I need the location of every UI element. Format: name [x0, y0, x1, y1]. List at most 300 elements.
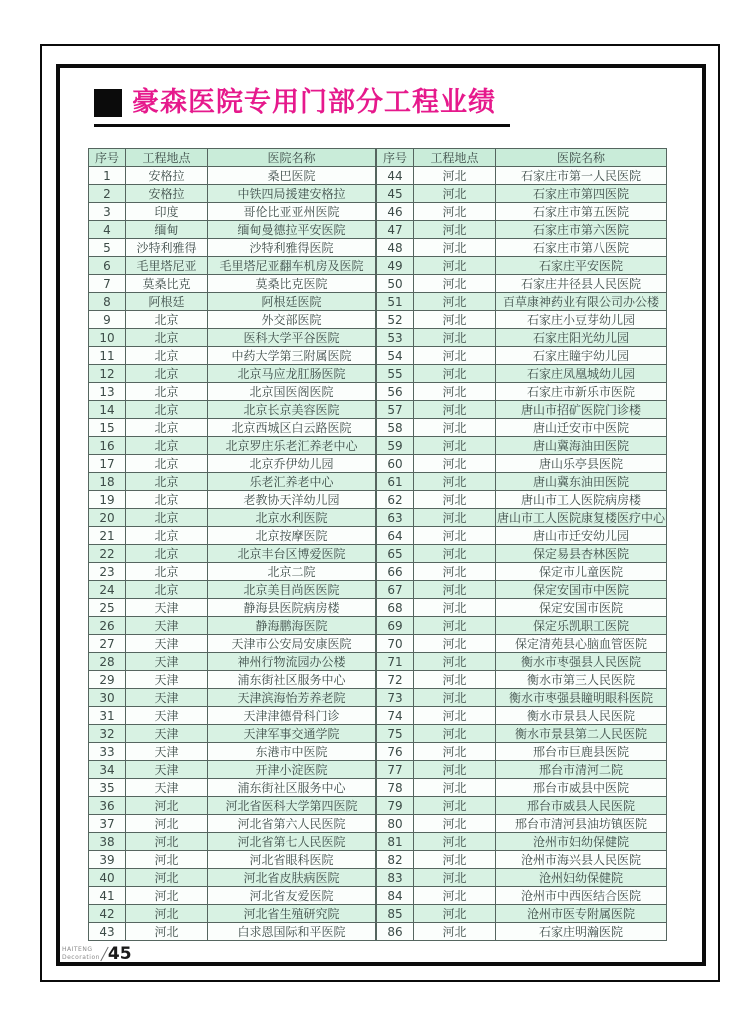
hospital-name-cell: 唐山市迁安幼儿园	[496, 527, 667, 545]
row-number-cell: 38	[89, 833, 126, 851]
location-cell: 河北	[414, 401, 496, 419]
hospital-name-cell: 邢台市清河县油坊镇医院	[496, 815, 667, 833]
row-number-cell: 17	[89, 455, 126, 473]
row-number-cell: 59	[377, 437, 414, 455]
row-number-cell: 65	[377, 545, 414, 563]
location-cell: 河北	[414, 689, 496, 707]
header-location: 工程地点	[126, 149, 208, 167]
table-row	[377, 239, 667, 257]
row-number-cell: 16	[89, 437, 126, 455]
hospital-name-cell: 浦东街社区服务中心	[208, 779, 376, 797]
header-row-number: 序号	[89, 149, 126, 167]
location-cell: 天津	[126, 779, 208, 797]
hospital-name-cell: 沙特利雅得医院	[208, 239, 376, 257]
table-row	[377, 689, 667, 707]
projects-table-left	[88, 148, 376, 941]
table-row	[89, 725, 376, 743]
location-cell: 北京	[126, 545, 208, 563]
row-number-cell: 80	[377, 815, 414, 833]
location-cell: 河北	[414, 329, 496, 347]
row-number-cell: 40	[89, 869, 126, 887]
hospital-name-cell: 神州行物流园办公楼	[208, 653, 376, 671]
hospital-name-cell: 沧州市妇幼保健院	[496, 833, 667, 851]
row-number-cell: 61	[377, 473, 414, 491]
table-row	[377, 329, 667, 347]
table-row	[377, 455, 667, 473]
location-cell: 河北	[414, 185, 496, 203]
hospital-name-cell: 沧州市医专附属医院	[496, 905, 667, 923]
row-number-cell: 76	[377, 743, 414, 761]
location-cell: 北京	[126, 581, 208, 599]
table-row	[89, 185, 376, 203]
table-row	[377, 545, 667, 563]
location-cell: 河北	[414, 437, 496, 455]
table-row	[377, 401, 667, 419]
table-row	[89, 581, 376, 599]
location-cell: 河北	[126, 923, 208, 941]
table-row	[89, 599, 376, 617]
hospital-name-cell: 中药大学第三附属医院	[208, 347, 376, 365]
table-row	[89, 617, 376, 635]
hospital-name-cell: 石家庄小豆芽幼儿园	[496, 311, 667, 329]
row-number-cell: 84	[377, 887, 414, 905]
hospital-name-cell: 开津小淀医院	[208, 761, 376, 779]
hospital-name-cell: 北京乔伊幼儿园	[208, 455, 376, 473]
row-number-cell: 31	[89, 707, 126, 725]
hospital-name-cell: 河北省第七人民医院	[208, 833, 376, 851]
row-number-cell: 71	[377, 653, 414, 671]
location-cell: 河北	[414, 653, 496, 671]
row-number-cell: 8	[89, 293, 126, 311]
location-cell: 河北	[414, 743, 496, 761]
row-number-cell: 51	[377, 293, 414, 311]
table-row	[377, 293, 667, 311]
hospital-name-cell: 东港市中医院	[208, 743, 376, 761]
table-row	[377, 887, 667, 905]
location-cell: 河北	[414, 725, 496, 743]
row-number-cell: 83	[377, 869, 414, 887]
location-cell: 河北	[414, 581, 496, 599]
page-number: 45	[107, 944, 132, 964]
location-cell: 安格拉	[126, 185, 208, 203]
table-row	[89, 923, 376, 941]
row-number-cell: 1	[89, 167, 126, 185]
table-row	[377, 653, 667, 671]
table-row	[89, 221, 376, 239]
location-cell: 河北	[414, 473, 496, 491]
table-row	[89, 329, 376, 347]
row-number-cell: 58	[377, 419, 414, 437]
row-number-cell: 67	[377, 581, 414, 599]
row-number-cell: 52	[377, 311, 414, 329]
table-row	[377, 365, 667, 383]
table-row	[377, 815, 667, 833]
location-cell: 河北	[414, 257, 496, 275]
hospital-name-cell: 天津市公安局安康医院	[208, 635, 376, 653]
row-number-cell: 57	[377, 401, 414, 419]
location-cell: 河北	[414, 221, 496, 239]
row-number-cell: 60	[377, 455, 414, 473]
location-cell: 河北	[414, 797, 496, 815]
table-row	[89, 653, 376, 671]
location-cell: 北京	[126, 527, 208, 545]
hospital-name-cell: 北京美目尚医医院	[208, 581, 376, 599]
hospital-name-cell: 河北省第六人民医院	[208, 815, 376, 833]
table-row	[89, 455, 376, 473]
hospital-name-cell: 静海鹏海医院	[208, 617, 376, 635]
table-row	[377, 383, 667, 401]
row-number-cell: 44	[377, 167, 414, 185]
row-number-cell: 42	[89, 905, 126, 923]
hospital-name-cell: 唐山乐亭县医院	[496, 455, 667, 473]
hospital-name-cell: 乐老汇养老中心	[208, 473, 376, 491]
table-row	[377, 221, 667, 239]
table-row	[377, 599, 667, 617]
location-cell: 河北	[414, 923, 496, 941]
brand-logo	[62, 946, 100, 962]
location-cell: 河北	[414, 599, 496, 617]
location-cell: 河北	[126, 869, 208, 887]
location-cell: 北京	[126, 329, 208, 347]
row-number-cell: 2	[89, 185, 126, 203]
table-row	[89, 167, 376, 185]
row-number-cell: 3	[89, 203, 126, 221]
hospital-name-cell: 衡水市枣强县瞳明眼科医院	[496, 689, 667, 707]
location-cell: 天津	[126, 707, 208, 725]
row-number-cell: 75	[377, 725, 414, 743]
table-row	[89, 851, 376, 869]
row-number-cell: 10	[89, 329, 126, 347]
hospital-name-cell: 石家庄市第六医院	[496, 221, 667, 239]
location-cell: 河北	[414, 761, 496, 779]
row-number-cell: 19	[89, 491, 126, 509]
location-cell: 天津	[126, 599, 208, 617]
location-cell: 北京	[126, 437, 208, 455]
table-row	[89, 365, 376, 383]
location-cell: 河北	[414, 203, 496, 221]
location-cell: 北京	[126, 491, 208, 509]
hospital-name-cell: 北京国医阁医院	[208, 383, 376, 401]
table-row	[377, 743, 667, 761]
hospital-name-cell: 唐山迁安市中医院	[496, 419, 667, 437]
table-row	[377, 509, 667, 527]
row-number-cell: 13	[89, 383, 126, 401]
hospital-name-cell: 石家庄市第八医院	[496, 239, 667, 257]
row-number-cell: 56	[377, 383, 414, 401]
row-number-cell: 41	[89, 887, 126, 905]
location-cell: 河北	[414, 365, 496, 383]
location-cell: 河北	[414, 833, 496, 851]
hospital-name-cell: 北京马应龙肛肠医院	[208, 365, 376, 383]
row-number-cell: 26	[89, 617, 126, 635]
hospital-name-cell: 百草康神药业有限公司办公楼	[496, 293, 667, 311]
row-number-cell: 15	[89, 419, 126, 437]
table-row	[377, 257, 667, 275]
hospital-name-cell: 桑巴医院	[208, 167, 376, 185]
row-number-cell: 74	[377, 707, 414, 725]
row-number-cell: 21	[89, 527, 126, 545]
table-row	[377, 797, 667, 815]
table-row	[377, 581, 667, 599]
hospital-name-cell: 石家庄瞳宇幼儿园	[496, 347, 667, 365]
row-number-cell: 25	[89, 599, 126, 617]
location-cell: 沙特利雅得	[126, 239, 208, 257]
location-cell: 河北	[414, 869, 496, 887]
table-row	[377, 779, 667, 797]
table-row	[89, 815, 376, 833]
table-row	[377, 725, 667, 743]
table-row	[377, 923, 667, 941]
table-row	[377, 617, 667, 635]
table-row	[377, 833, 667, 851]
table-row	[377, 707, 667, 725]
location-cell: 河北	[414, 383, 496, 401]
table-row	[89, 239, 376, 257]
table-header-row	[89, 149, 376, 167]
row-number-cell: 4	[89, 221, 126, 239]
row-number-cell: 28	[89, 653, 126, 671]
hospital-name-cell: 哥伦比亚亚州医院	[208, 203, 376, 221]
row-number-cell: 69	[377, 617, 414, 635]
table-row	[89, 563, 376, 581]
location-cell: 河北	[414, 239, 496, 257]
location-cell: 河北	[414, 419, 496, 437]
hospital-name-cell: 唐山冀海油田医院	[496, 437, 667, 455]
header-row-number: 序号	[377, 149, 414, 167]
row-number-cell: 36	[89, 797, 126, 815]
row-number-cell: 20	[89, 509, 126, 527]
table-row	[377, 275, 667, 293]
location-cell: 河北	[126, 851, 208, 869]
hospital-name-cell: 石家庄井径县人民医院	[496, 275, 667, 293]
row-number-cell: 49	[377, 257, 414, 275]
table-row	[89, 779, 376, 797]
row-number-cell: 48	[377, 239, 414, 257]
table-row	[89, 275, 376, 293]
location-cell: 河北	[414, 527, 496, 545]
table-row	[89, 743, 376, 761]
hospital-name-cell: 保定乐凯职工医院	[496, 617, 667, 635]
location-cell: 天津	[126, 743, 208, 761]
footer-brand	[62, 944, 132, 964]
location-cell: 河北	[414, 311, 496, 329]
location-cell: 北京	[126, 311, 208, 329]
hospital-name-cell: 衡水市枣强县人民医院	[496, 653, 667, 671]
location-cell: 河北	[414, 905, 496, 923]
location-cell: 北京	[126, 401, 208, 419]
table-row	[89, 527, 376, 545]
hospital-name-cell: 邢台市威县人民医院	[496, 797, 667, 815]
location-cell: 阿根廷	[126, 293, 208, 311]
hospital-name-cell: 北京二院	[208, 563, 376, 581]
table-row	[377, 419, 667, 437]
location-cell: 河北	[414, 707, 496, 725]
row-number-cell: 6	[89, 257, 126, 275]
hospital-name-cell: 外交部医院	[208, 311, 376, 329]
location-cell: 北京	[126, 365, 208, 383]
table-row	[89, 707, 376, 725]
projects-table-right	[376, 148, 667, 941]
row-number-cell: 30	[89, 689, 126, 707]
row-number-cell: 79	[377, 797, 414, 815]
row-number-cell: 43	[89, 923, 126, 941]
hospital-name-cell: 石家庄市第五医院	[496, 203, 667, 221]
row-number-cell: 47	[377, 221, 414, 239]
row-number-cell: 50	[377, 275, 414, 293]
row-number-cell: 82	[377, 851, 414, 869]
row-number-cell: 64	[377, 527, 414, 545]
table-row	[377, 563, 667, 581]
table-row	[89, 311, 376, 329]
table-row	[89, 347, 376, 365]
table-row	[89, 869, 376, 887]
project-tables	[88, 148, 667, 941]
row-number-cell: 85	[377, 905, 414, 923]
table-row	[377, 905, 667, 923]
location-cell: 河北	[414, 167, 496, 185]
location-cell: 河北	[414, 509, 496, 527]
hospital-name-cell: 石家庄凤凰城幼儿园	[496, 365, 667, 383]
brand-line1: HAITENG	[62, 946, 93, 954]
table-row	[89, 887, 376, 905]
table-row	[377, 671, 667, 689]
row-number-cell: 46	[377, 203, 414, 221]
hospital-name-cell: 中铁四局援建安格拉	[208, 185, 376, 203]
row-number-cell: 32	[89, 725, 126, 743]
location-cell: 河北	[414, 671, 496, 689]
header-hospital-name: 医院名称	[208, 149, 376, 167]
location-cell: 河北	[414, 545, 496, 563]
location-cell: 北京	[126, 419, 208, 437]
row-number-cell: 77	[377, 761, 414, 779]
table-row	[377, 167, 667, 185]
row-number-cell: 23	[89, 563, 126, 581]
table-row	[89, 671, 376, 689]
table-row	[89, 437, 376, 455]
hospital-name-cell: 医科大学平谷医院	[208, 329, 376, 347]
hospital-name-cell: 唐山市工人医院病房楼	[496, 491, 667, 509]
row-number-cell: 24	[89, 581, 126, 599]
location-cell: 北京	[126, 563, 208, 581]
title-bullet-square-icon	[94, 89, 122, 117]
row-number-cell: 73	[377, 689, 414, 707]
table-row	[89, 491, 376, 509]
location-cell: 河北	[126, 887, 208, 905]
location-cell: 天津	[126, 635, 208, 653]
row-number-cell: 78	[377, 779, 414, 797]
location-cell: 天津	[126, 761, 208, 779]
hospital-name-cell: 河北省眼科医院	[208, 851, 376, 869]
row-number-cell: 63	[377, 509, 414, 527]
hospital-name-cell: 毛里塔尼亚翻车机房及医院	[208, 257, 376, 275]
row-number-cell: 33	[89, 743, 126, 761]
location-cell: 河北	[414, 563, 496, 581]
location-cell: 北京	[126, 455, 208, 473]
hospital-name-cell: 石家庄明瀚医院	[496, 923, 667, 941]
hospital-name-cell: 缅甸曼德拉平安医院	[208, 221, 376, 239]
hospital-name-cell: 天津滨海怡芳养老院	[208, 689, 376, 707]
table-row	[89, 293, 376, 311]
hospital-name-cell: 北京丰台区博爱医院	[208, 545, 376, 563]
row-number-cell: 7	[89, 275, 126, 293]
row-number-cell: 22	[89, 545, 126, 563]
table-row	[89, 635, 376, 653]
row-number-cell: 11	[89, 347, 126, 365]
row-number-cell: 45	[377, 185, 414, 203]
table-row	[89, 905, 376, 923]
hospital-name-cell: 石家庄平安医院	[496, 257, 667, 275]
row-number-cell: 27	[89, 635, 126, 653]
location-cell: 河北	[414, 491, 496, 509]
row-number-cell: 18	[89, 473, 126, 491]
hospital-name-cell: 天津军事交通学院	[208, 725, 376, 743]
hospital-name-cell: 衡水市景县第二人民医院	[496, 725, 667, 743]
location-cell: 河北	[414, 617, 496, 635]
location-cell: 北京	[126, 473, 208, 491]
table-row	[377, 761, 667, 779]
hospital-name-cell: 河北省皮肤病医院	[208, 869, 376, 887]
hospital-name-cell: 唐山冀东油田医院	[496, 473, 667, 491]
hospital-name-cell: 石家庄市新乐市医院	[496, 383, 667, 401]
hospital-name-cell: 保定安国市医院	[496, 599, 667, 617]
table-row	[377, 851, 667, 869]
row-number-cell: 37	[89, 815, 126, 833]
hospital-name-cell: 石家庄市第四医院	[496, 185, 667, 203]
hospital-name-cell: 白求恩国际和平医院	[208, 923, 376, 941]
hospital-name-cell: 邢台市威县中医院	[496, 779, 667, 797]
hospital-name-cell: 北京罗庄乐老汇养老中心	[208, 437, 376, 455]
location-cell: 缅甸	[126, 221, 208, 239]
table-row	[377, 203, 667, 221]
location-cell: 河北	[414, 635, 496, 653]
table-row	[89, 761, 376, 779]
location-cell: 莫桑比克	[126, 275, 208, 293]
location-cell: 天津	[126, 689, 208, 707]
hospital-name-cell: 邢台市巨鹿县医院	[496, 743, 667, 761]
row-number-cell: 29	[89, 671, 126, 689]
table-row	[377, 635, 667, 653]
hospital-name-cell: 北京西城区白云路医院	[208, 419, 376, 437]
hospital-name-cell: 衡水市景县人民医院	[496, 707, 667, 725]
row-number-cell: 54	[377, 347, 414, 365]
hospital-name-cell: 河北省友爱医院	[208, 887, 376, 905]
header-location: 工程地点	[414, 149, 496, 167]
row-number-cell: 34	[89, 761, 126, 779]
row-number-cell: 81	[377, 833, 414, 851]
table-row	[377, 347, 667, 365]
location-cell: 毛里塔尼亚	[126, 257, 208, 275]
hospital-name-cell: 石家庄市第一人民医院	[496, 167, 667, 185]
title-block	[94, 88, 510, 127]
row-number-cell: 72	[377, 671, 414, 689]
table-row	[377, 527, 667, 545]
table-row	[89, 419, 376, 437]
row-number-cell: 62	[377, 491, 414, 509]
location-cell: 河北	[414, 347, 496, 365]
hospital-name-cell: 邢台市清河二院	[496, 761, 667, 779]
hospital-name-cell: 唐山市工人医院康复楼医疗中心	[496, 509, 667, 527]
row-number-cell: 66	[377, 563, 414, 581]
hospital-name-cell: 北京按摩医院	[208, 527, 376, 545]
hospital-name-cell: 沧州妇幼保健院	[496, 869, 667, 887]
location-cell: 河北	[414, 293, 496, 311]
hospital-name-cell: 莫桑比克医院	[208, 275, 376, 293]
table-row	[89, 257, 376, 275]
row-number-cell: 12	[89, 365, 126, 383]
hospital-name-cell: 老教协天洋幼儿园	[208, 491, 376, 509]
row-number-cell: 14	[89, 401, 126, 419]
location-cell: 河北	[414, 887, 496, 905]
